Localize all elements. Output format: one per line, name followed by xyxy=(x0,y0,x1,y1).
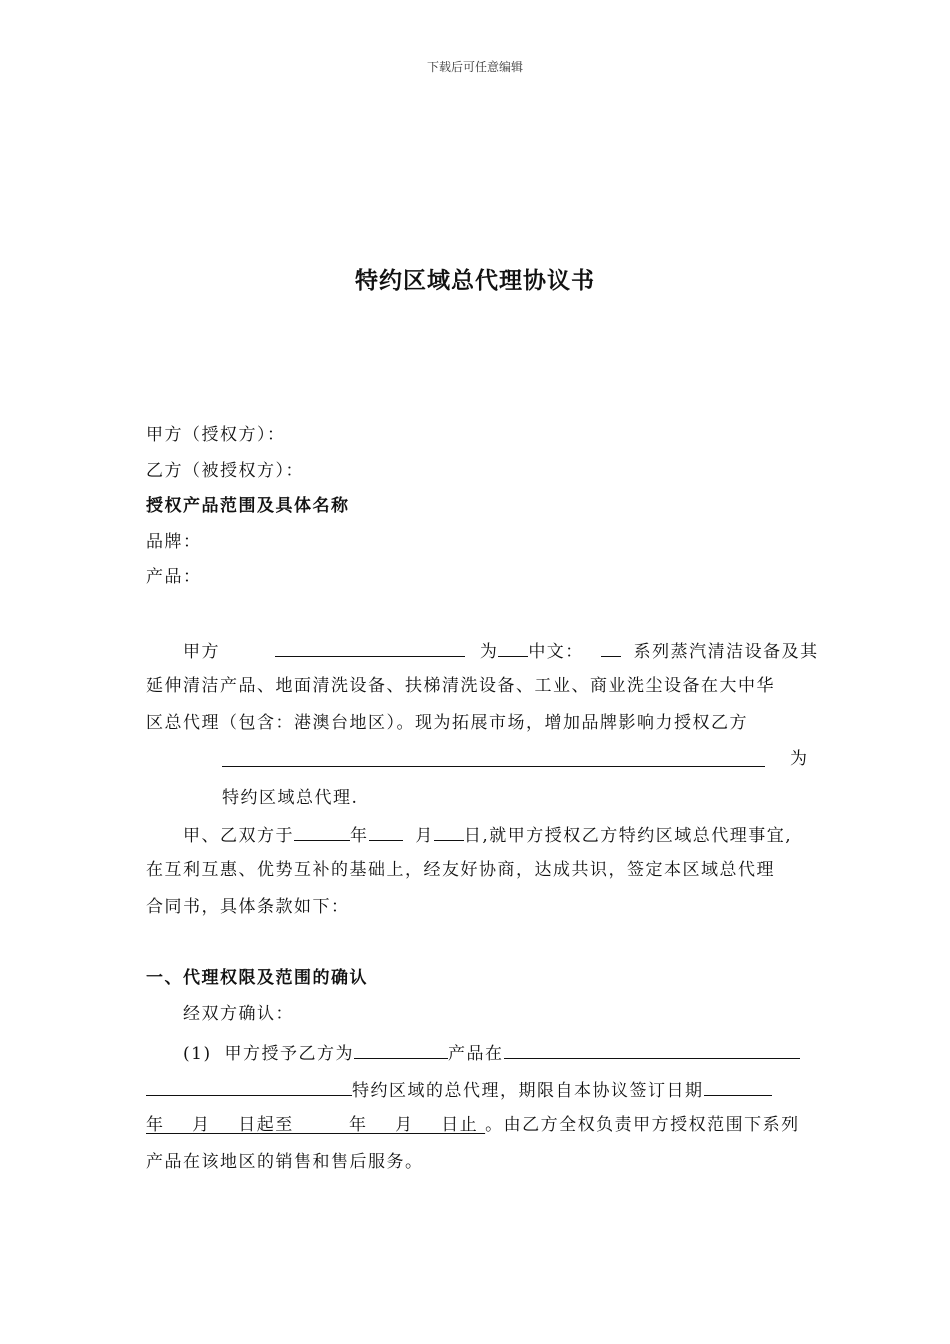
intro-party-a: 甲方 xyxy=(183,642,220,662)
blank-party-b-name[interactable] xyxy=(222,766,765,767)
intro-date-prefix: 甲、乙双方于 xyxy=(183,826,294,846)
blank-party-a-name[interactable] xyxy=(275,638,465,657)
blank-day[interactable] xyxy=(434,822,464,841)
section-1-line-2 xyxy=(146,1077,772,1102)
document-title: 特约区域总代理协议书 xyxy=(355,267,595,294)
blank-region-continued[interactable] xyxy=(146,1077,352,1096)
product-label: 产品： xyxy=(146,567,202,587)
scope-heading: 授权产品范围及具体名称 xyxy=(146,496,350,516)
intro-line-6 xyxy=(183,822,792,847)
clause-responsibility-text: 。由乙方全权负责甲方授权范围下系列 xyxy=(485,1115,800,1135)
brand-label: 品牌： xyxy=(146,532,202,552)
intro-line-1 xyxy=(183,638,819,663)
blank-agency-role[interactable] xyxy=(354,1040,448,1059)
section-1-sentence-1: 经双方确认： xyxy=(183,1004,294,1024)
intro-date-suffix: 日,就甲方授权乙方特约区域总代理事宜, xyxy=(463,826,793,846)
term-date-range: 年 月 日起至 年 月 日止 xyxy=(146,1115,486,1135)
intro-series: 系列蒸汽清洁设备及其 xyxy=(633,642,819,662)
intro-wei: 为 xyxy=(479,642,499,662)
blank-region[interactable] xyxy=(504,1040,800,1059)
header-note: 下载后可任意编辑 xyxy=(426,60,523,74)
party-b-label: 乙方（被授权方）： xyxy=(146,461,304,481)
clause-term-text: 特约区域的总代理，期限自本协议签订日期 xyxy=(352,1081,704,1101)
section-1-heading: 一、代理权限及范围的确认 xyxy=(146,968,368,988)
intro-month-label: 月 xyxy=(415,826,434,846)
blank-month[interactable] xyxy=(369,822,403,841)
intro-line-3: 区总代理（包含：港澳台地区）。现为拓展市场，增加品牌影响力授权乙方 xyxy=(146,713,748,733)
section-1-clause-1 xyxy=(183,1040,800,1065)
section-1-line-3 xyxy=(146,1114,800,1136)
blank-sign-date[interactable] xyxy=(704,1077,772,1096)
intro-line-8: 合同书，具体条款如下： xyxy=(146,897,350,917)
intro-line-5: 特约区域总代理. xyxy=(222,788,359,808)
clause-product-in: 产品在 xyxy=(448,1044,504,1064)
intro-line-2: 延伸清洁产品、地面清洗设备、扶梯清洗设备、工业、商业洗尘设备在大中华 xyxy=(146,676,775,696)
clause-number: (1) xyxy=(183,1044,212,1064)
clause-grant-text: 甲方授予乙方为 xyxy=(224,1044,354,1064)
blank-year[interactable] xyxy=(294,822,350,841)
intro-line-7: 在互利互惠、优势互补的基础上，经友好协商，达成共识，签定本区域总代理 xyxy=(146,860,775,880)
blank-short-1[interactable] xyxy=(498,638,528,657)
intro-chinese: 中文： xyxy=(528,642,584,662)
intro-line-4-wei: 为 xyxy=(790,749,809,769)
blank-series-name[interactable] xyxy=(601,638,621,657)
intro-year-label: 年 xyxy=(350,826,369,846)
party-a-label: 甲方（授权方）： xyxy=(146,425,286,445)
section-1-line-4: 产品在该地区的销售和售后服务。 xyxy=(146,1152,424,1172)
